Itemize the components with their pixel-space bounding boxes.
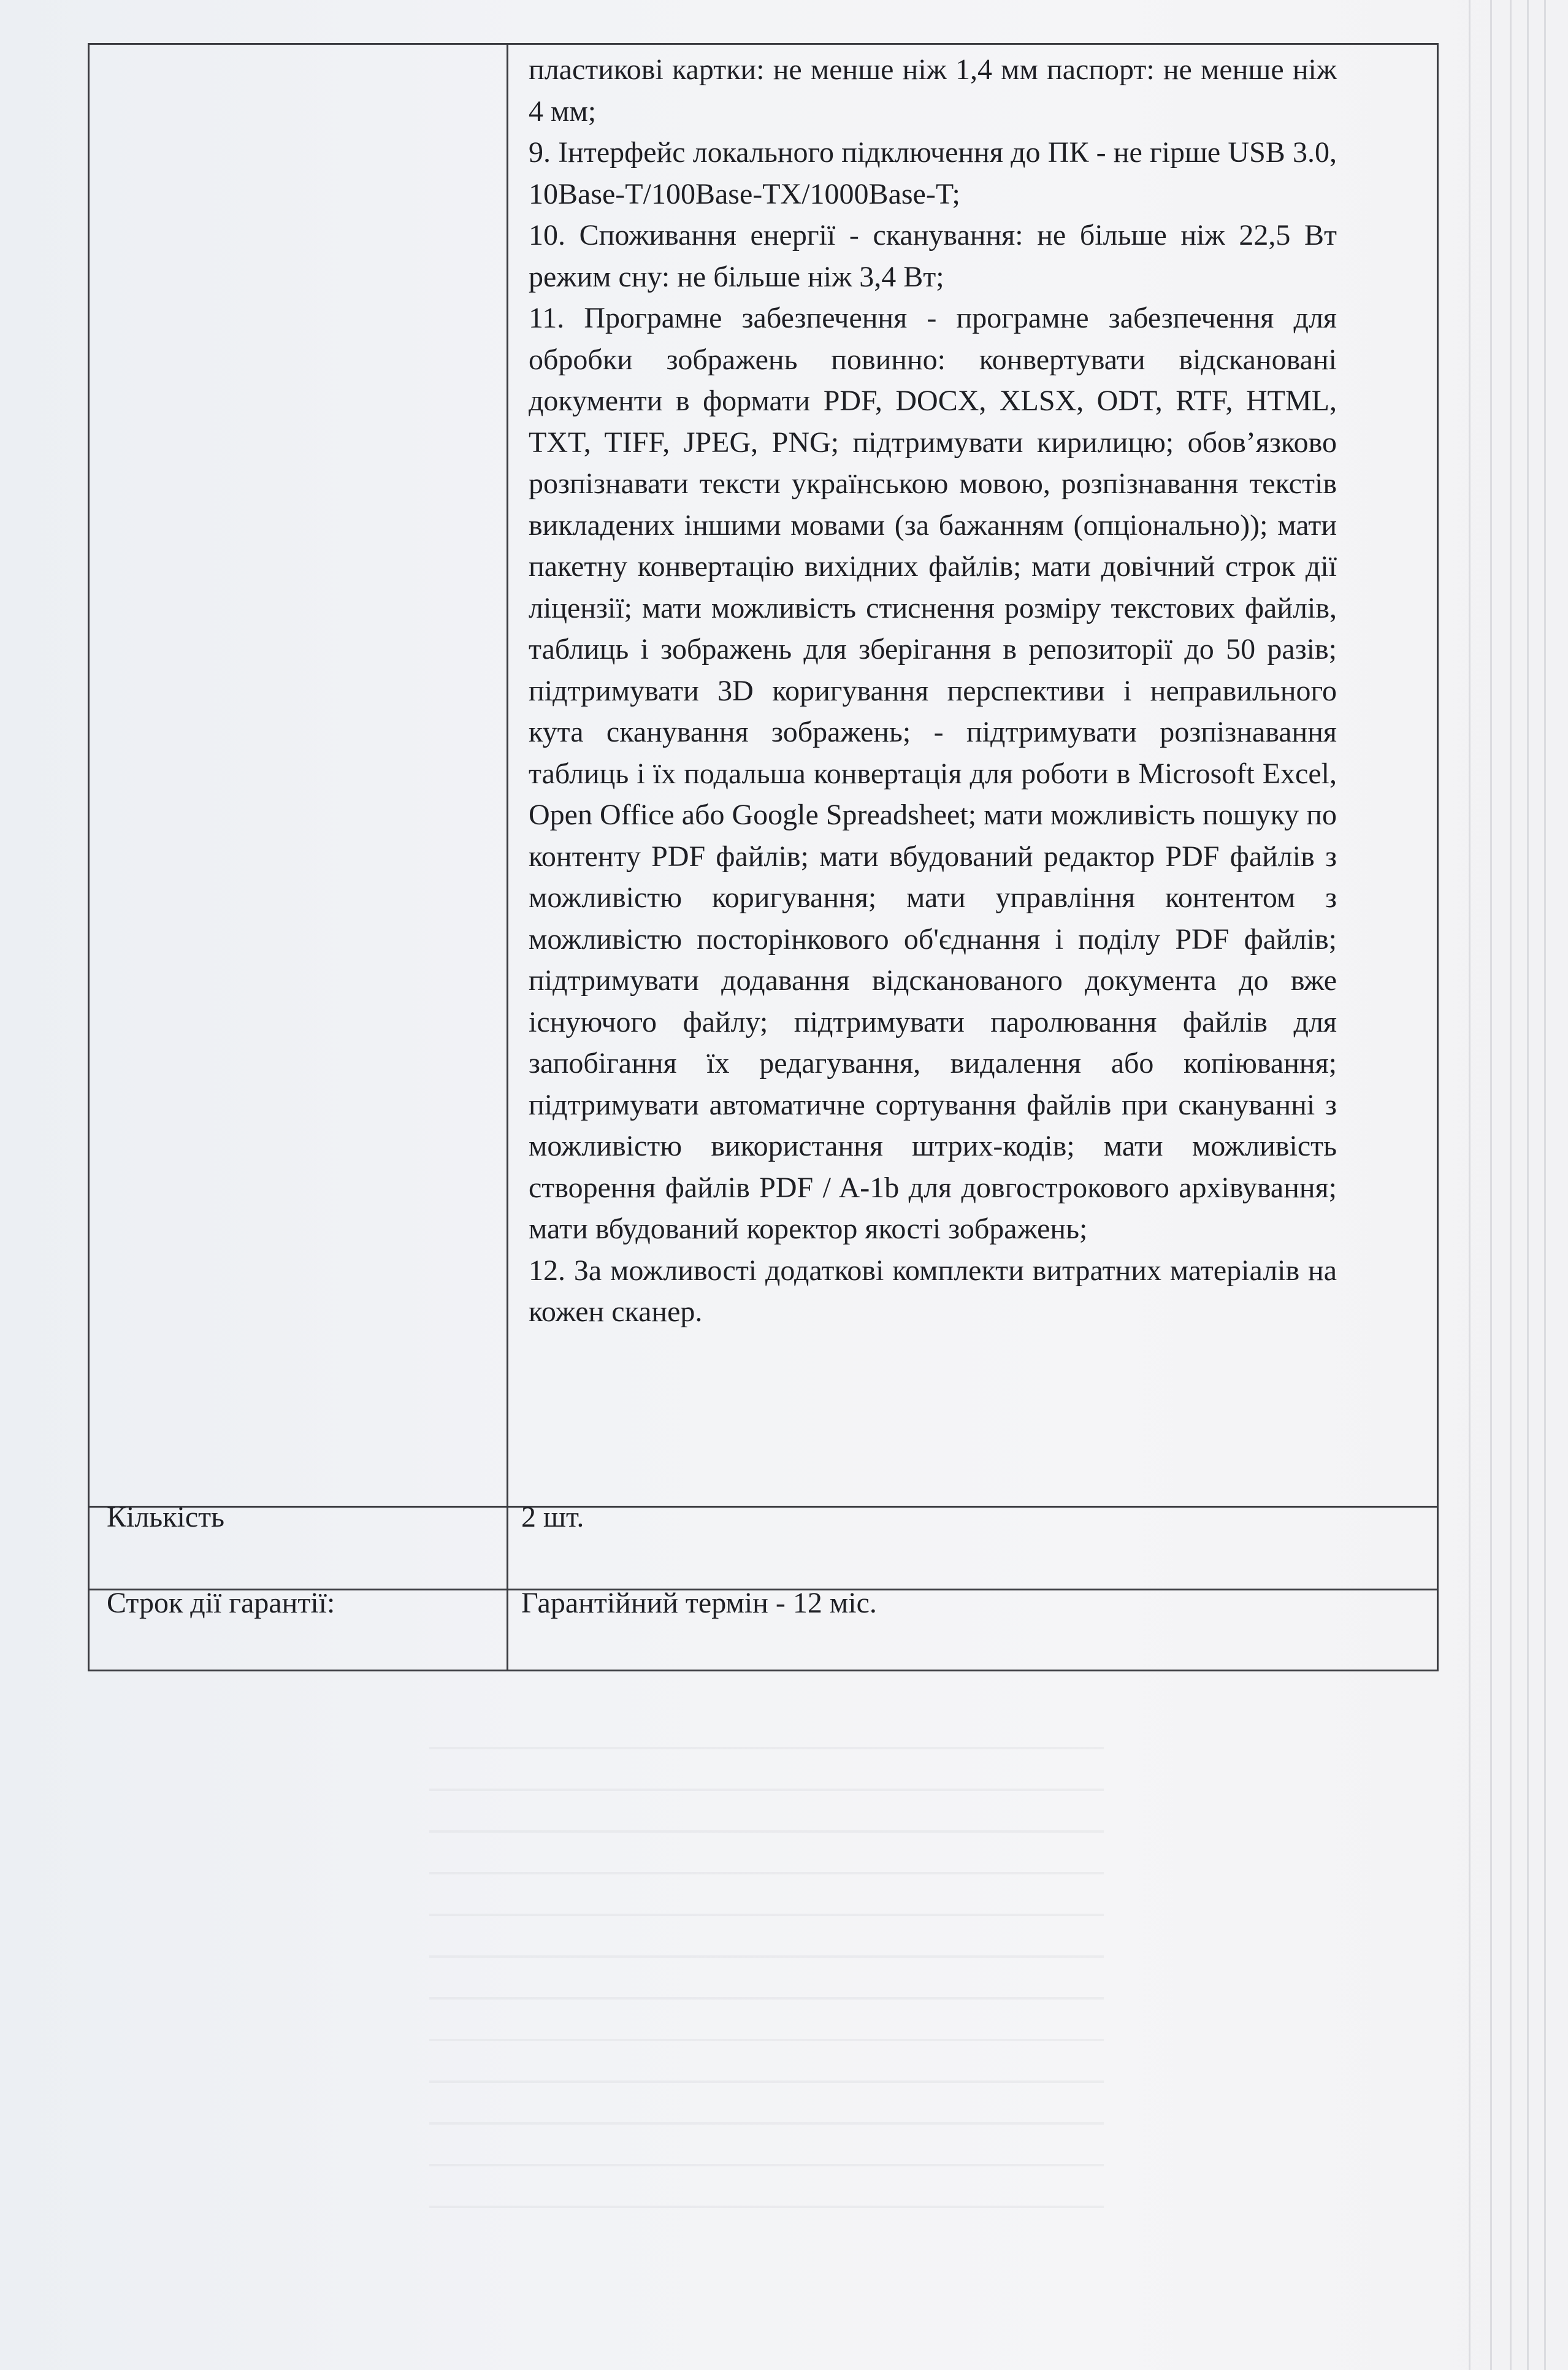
quantity-label: Кількість bbox=[107, 1501, 225, 1533]
spec-paragraph: 12. За можливості додаткові комплекти витратних матеріалів на кожен сканер. bbox=[529, 1254, 1337, 1328]
table-column-divider bbox=[507, 43, 508, 1671]
paper-edge bbox=[1490, 0, 1492, 2370]
spec-paragraph: пластикові картки: не менше ніж 1,4 мм паспорт: не менше ніж 4 мм; bbox=[529, 53, 1337, 128]
bleed-through-text bbox=[429, 1717, 1104, 2208]
spec-paragraph: 11. Програмне забезпечення - програмне забезпечення для обробки зображень повинно: конвертувати відскановані документи в формати PDF, DOCX, XLSX, ODT, RTF, HTML, TXT, TIFF, JPEG, PNG; підтримувати кирилицю; обов’язково розпізнавати тексти українською мовою, розпізнавання текстів викладених іншими мовами (за бажанням (опціонально)); мати пакетну конвертацію вихідних файлів; мати довічний строк дії ліцензії; мати можливість стиснення розміру текстових файлів, таблиць і зображень для зберігання в репозиторії до 50 разів; підтримувати 3D коригування перспективи і неправильного кута сканування зображень; - підтримувати розпізнавання таблиць і їх подальша конвертація для роботи в Microsoft Excel, Open Office або Google Spreadsheet; мати можливість пошуку по контенту PDF файлів; мати вбудований редактор PDF файлів з можливістю коригування; мати управління контентом з можливістю посторінкового об'єднання і поділу PDF файлів; підтримувати додавання відсканованого документа до вже існуючого файлу; підтримувати паролювання файлів для запобігання їх редагування, видалення або копіювання; підтримувати автоматичне сортування файлів при скануванні з можливістю використання штрих-кодів; мати можливість створення файлів PDF / A-1b для довгострокового архівування; мати вбудований коректор якості зображень; bbox=[529, 302, 1337, 1245]
specification-description bbox=[529, 49, 1337, 1333]
spec-paragraph: 10. Споживання енергії - сканування: не більше ніж 22,5 Вт режим сну: не більше ніж 3,4 Вт; bbox=[529, 219, 1337, 293]
spec-paragraph: 9. Інтерфейс локального підключення до ПК - не гірше USB 3.0, 10Base-T/100Base-TX/1000Base-T; bbox=[529, 136, 1337, 210]
paper-edge bbox=[1510, 0, 1512, 2370]
paper-edge bbox=[1544, 0, 1546, 2370]
paper-edge bbox=[1469, 0, 1470, 2370]
paper-edge bbox=[1527, 0, 1529, 2370]
warranty-label: Строк дії гарантії: bbox=[107, 1587, 335, 1619]
quantity-value: 2 шт. bbox=[521, 1501, 584, 1533]
warranty-value: Гарантійний термін - 12 міс. bbox=[521, 1587, 877, 1619]
